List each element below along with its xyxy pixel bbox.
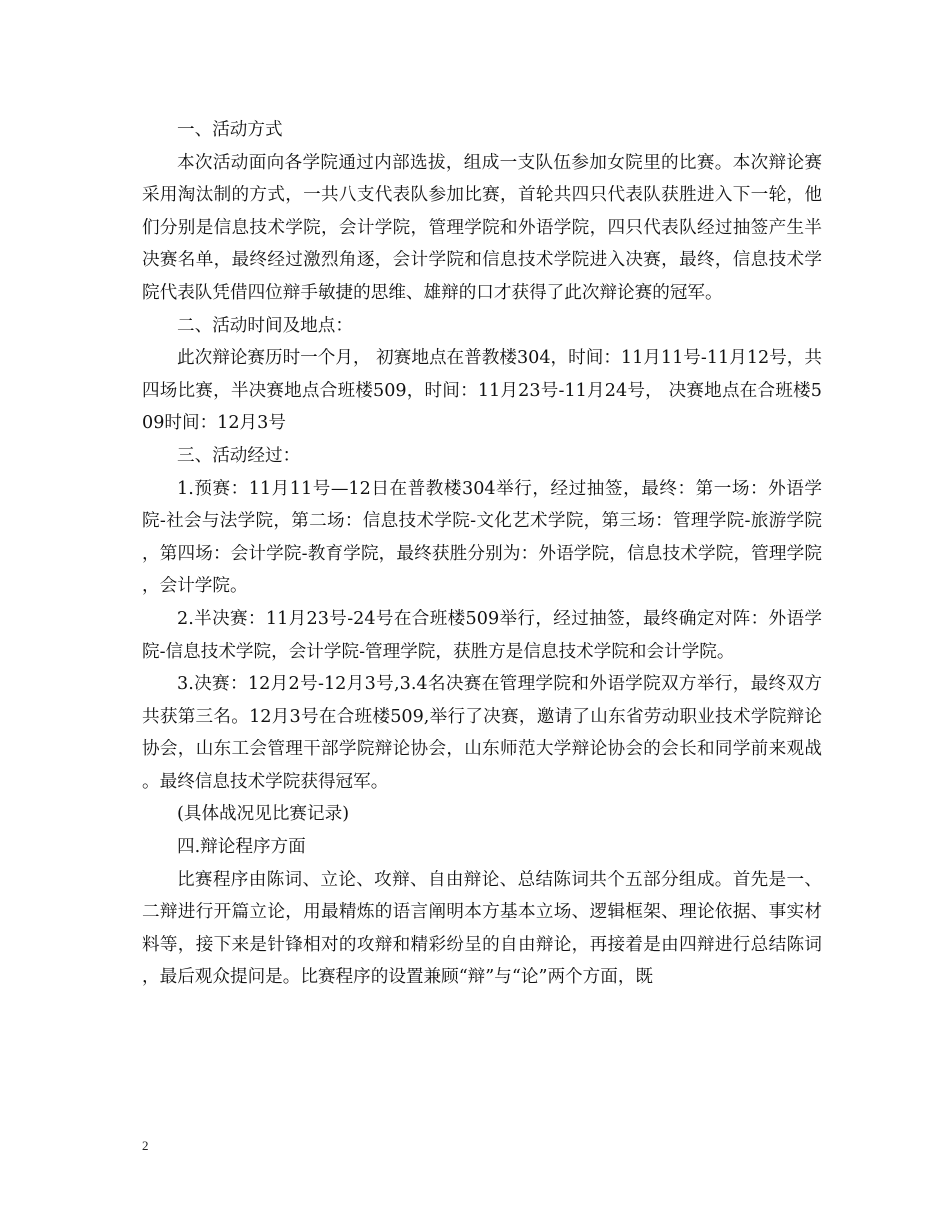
section-heading-activity-method: 一、活动方式 — [177, 120, 283, 140]
paragraph-final: 3.决赛：12月2号-12月3号,3.4名决赛在管理学院和外语学院双方举行，最终双方共获第三名。12月3号在合班楼509,举行了决赛，邀请了山东省劳动职业技术学院辩论协会，山东工会管理干部学院辩论协会，山东师范大学辩论协会的会长和同学前来观战。最终信息技术学院获得冠军。 — [142, 674, 822, 792]
paragraph-semifinal: 2.半决赛：11月23号-24号在合班楼509举行，经过抽签，最终确定对阵：外语学院-信息技术学院，会计学院-管理学院，获胜方是信息技术学院和会计学院。 — [142, 608, 822, 662]
section-heading-process: 三、活动经过： — [177, 445, 301, 466]
paragraph-activity-method: 本次活动面向各学院通过内部选拔，组成一支队伍参加女院里的比赛。本次辩论赛采用淘汰制的方式，一共八支代表队参加比赛，首轮共四只代表队获胜进入下一轮，他们分别是信息技术学院，会计学院，管理学院和外语学院，四只代表队经过抽签产生半决赛名单，最终经过激烈角逐，会计学院和信息技术学院进入决赛，最终，信息技术学院代表队凭借四位辩手敏捷的思维、雄辩的口才获得了此次辩论赛的冠军。 — [142, 152, 822, 303]
section-heading-time-place: 二、活动时间及地点： — [177, 315, 353, 336]
paragraph-time-place: 此次辩论赛历时一个月， 初赛地点在普教楼304，时间：11月11号-11月12号，共四场比赛，半决赛地点合班楼509，时间：11月23号-11月24号， 决赛地点在合班楼509时间：12月3号 — [142, 348, 822, 434]
paragraph-procedure: 比赛程序由陈词、立论、攻辩、自由辩论、总结陈词共个五部分组成。首先是一、二辩进行开篇立论，用最精炼的语言阐明本方基本立场、逻辑框架、理论依据、事实材料等，接下来是针锋相对的攻辩和精彩纷呈的自由辩论，再接着是由四辩进行总结陈词，最后观众提问是。比赛程序的设置兼顾“辩”与“论”两个方面，既 — [142, 869, 822, 988]
page-number: 2 — [142, 1138, 149, 1153]
paragraph-preliminary: 1.预赛：11月11号—12日在普教楼304举行，经过抽签，最终：第一场：外语学院-社会与法学院，第二场：信息技术学院-文化艺术学院，第三场：管理学院-旅游学院，第四场：会计学院-教育学院，最终获胜分别为：外语学院，信息技术学院，管理学院，会计学院。 — [142, 478, 822, 597]
paragraph-note: (具体战况见比赛记录) — [177, 804, 350, 825]
document-body — [142, 114, 822, 994]
section-heading-procedure: 四.辩论程序方面 — [177, 837, 306, 858]
